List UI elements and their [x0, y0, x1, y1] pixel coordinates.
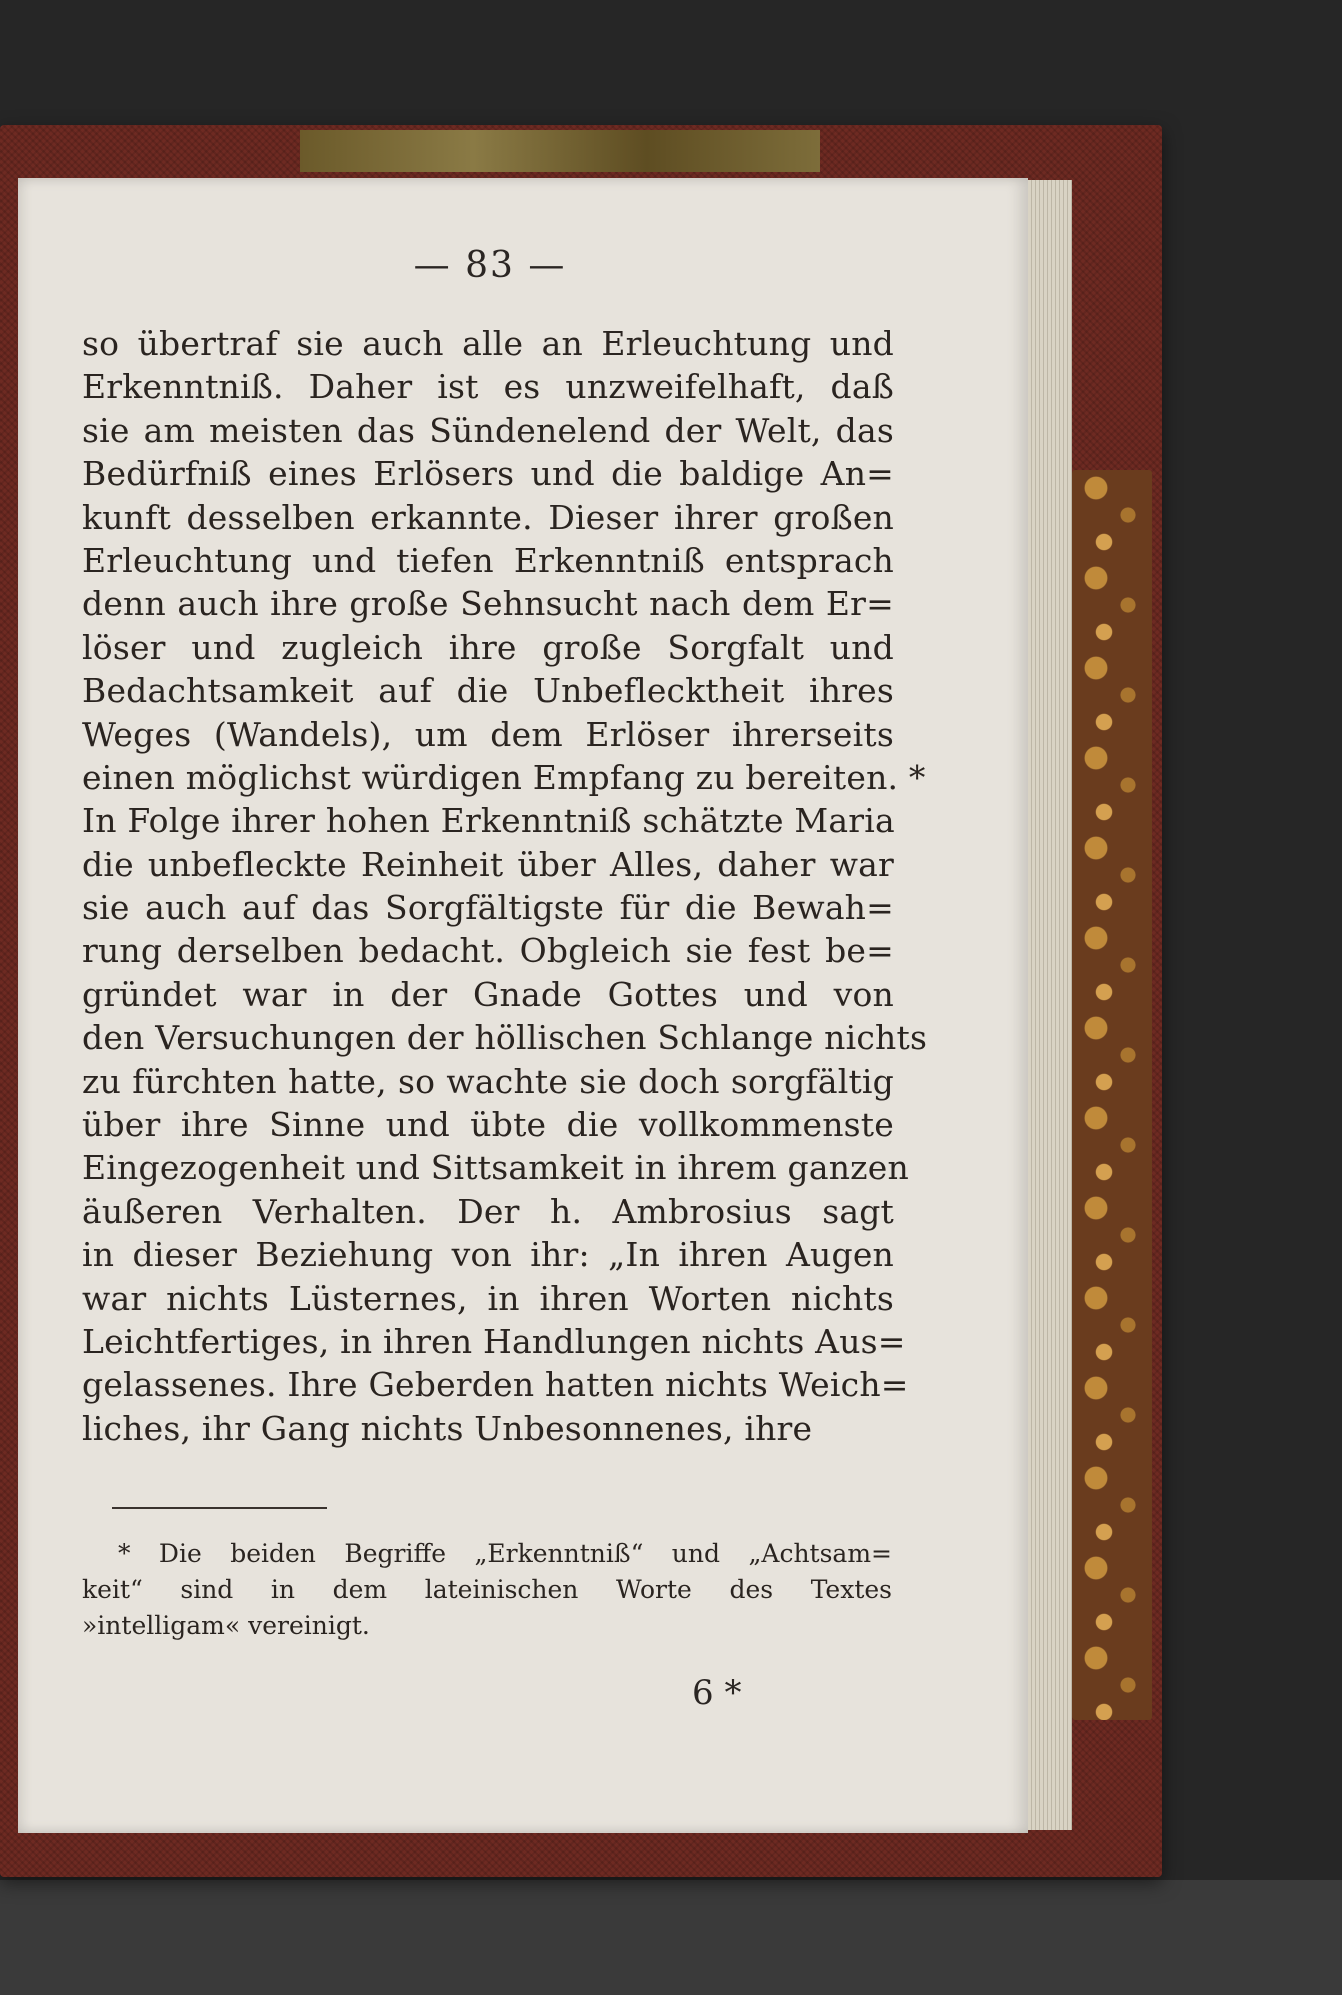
body-line: gründet war in der Gnade Gottes und von: [82, 974, 894, 1014]
body-line: den Versuchungen der höllischen Schlange nichts: [82, 1018, 928, 1058]
cover-band: [300, 130, 820, 172]
body-line: äußeren Verhalten. Der h. Ambrosius sagt: [82, 1191, 894, 1231]
body-line: Erkenntniß. Daher ist es unzweifelhaft, daß: [82, 367, 894, 407]
body-line: über ihre Sinne und übte die vollkommenste: [82, 1105, 894, 1145]
body-line: zu fürchten hatte, so wachte sie doch sorgfältig: [82, 1061, 894, 1101]
body-line: war nichts Lüsternes, in ihren Worten nichts: [82, 1278, 894, 1318]
body-line: Leichtfertiges, in ihren Handlungen nichts Aus=: [82, 1321, 906, 1361]
marbled-edge: [1072, 470, 1152, 1720]
body-line: Eingezogenheit und Sittsamkeit in ihrem ganzen: [82, 1148, 909, 1188]
footnote-line: »intelligam« vereinigt.: [82, 1611, 370, 1640]
signature-mark: 6 *: [692, 1673, 742, 1713]
page-number-header: — 83 —: [413, 244, 567, 286]
body-line: die unbefleckte Reinheit über Alles, daher war: [82, 844, 894, 884]
backdrop: [0, 1880, 1342, 1995]
footnote: [82, 1536, 892, 1644]
footnote-line: * Die beiden Begriffe „Erkenntniß“ und „Achtsam=: [118, 1539, 892, 1568]
body-line: Bedachtsamkeit auf die Unbeflecktheit ihres: [82, 671, 894, 711]
body-line: denn auch ihre große Sehnsucht nach dem Er=: [82, 584, 894, 624]
footnote-rule: [112, 1507, 327, 1509]
body-line: In Folge ihrer hohen Erkenntniß schätzte Maria: [82, 801, 895, 841]
body-line: löser und zugleich ihre große Sorgfalt und: [82, 627, 894, 667]
body-line: einen möglichst würdigen Empfang zu bereiten. *: [82, 757, 926, 797]
body-line: kunft desselben erkannte. Dieser ihrer großen: [82, 497, 894, 537]
body-line: so übertraf sie auch alle an Erleuchtung und: [82, 324, 894, 363]
body-line: sie auch auf das Sorgfältigste für die Bewah=: [82, 888, 894, 928]
body-line: gelassenes. Ihre Geberden hatten nichts Weich=: [82, 1365, 909, 1405]
footnote-line: keit“ sind in dem lateinischen Worte des Textes: [82, 1575, 892, 1604]
body-line: liches, ihr Gang nichts Unbesonnenes, ihre: [82, 1408, 813, 1448]
body-line: rung derselben bedacht. Obgleich sie fest be=: [82, 931, 894, 971]
body-line: Erleuchtung und tiefen Erkenntniß entsprach: [82, 540, 894, 580]
body-line: Weges (Wandels), um dem Erlöser ihrerseits: [82, 714, 894, 754]
body-line: Bedürfniß eines Erlösers und die baldige An=: [82, 454, 894, 494]
body-line: in dieser Beziehung von ihr: „In ihren Augen: [82, 1235, 894, 1275]
body-text: [82, 322, 928, 1450]
body-line: sie am meisten das Sündenelend der Welt, das: [82, 410, 894, 450]
